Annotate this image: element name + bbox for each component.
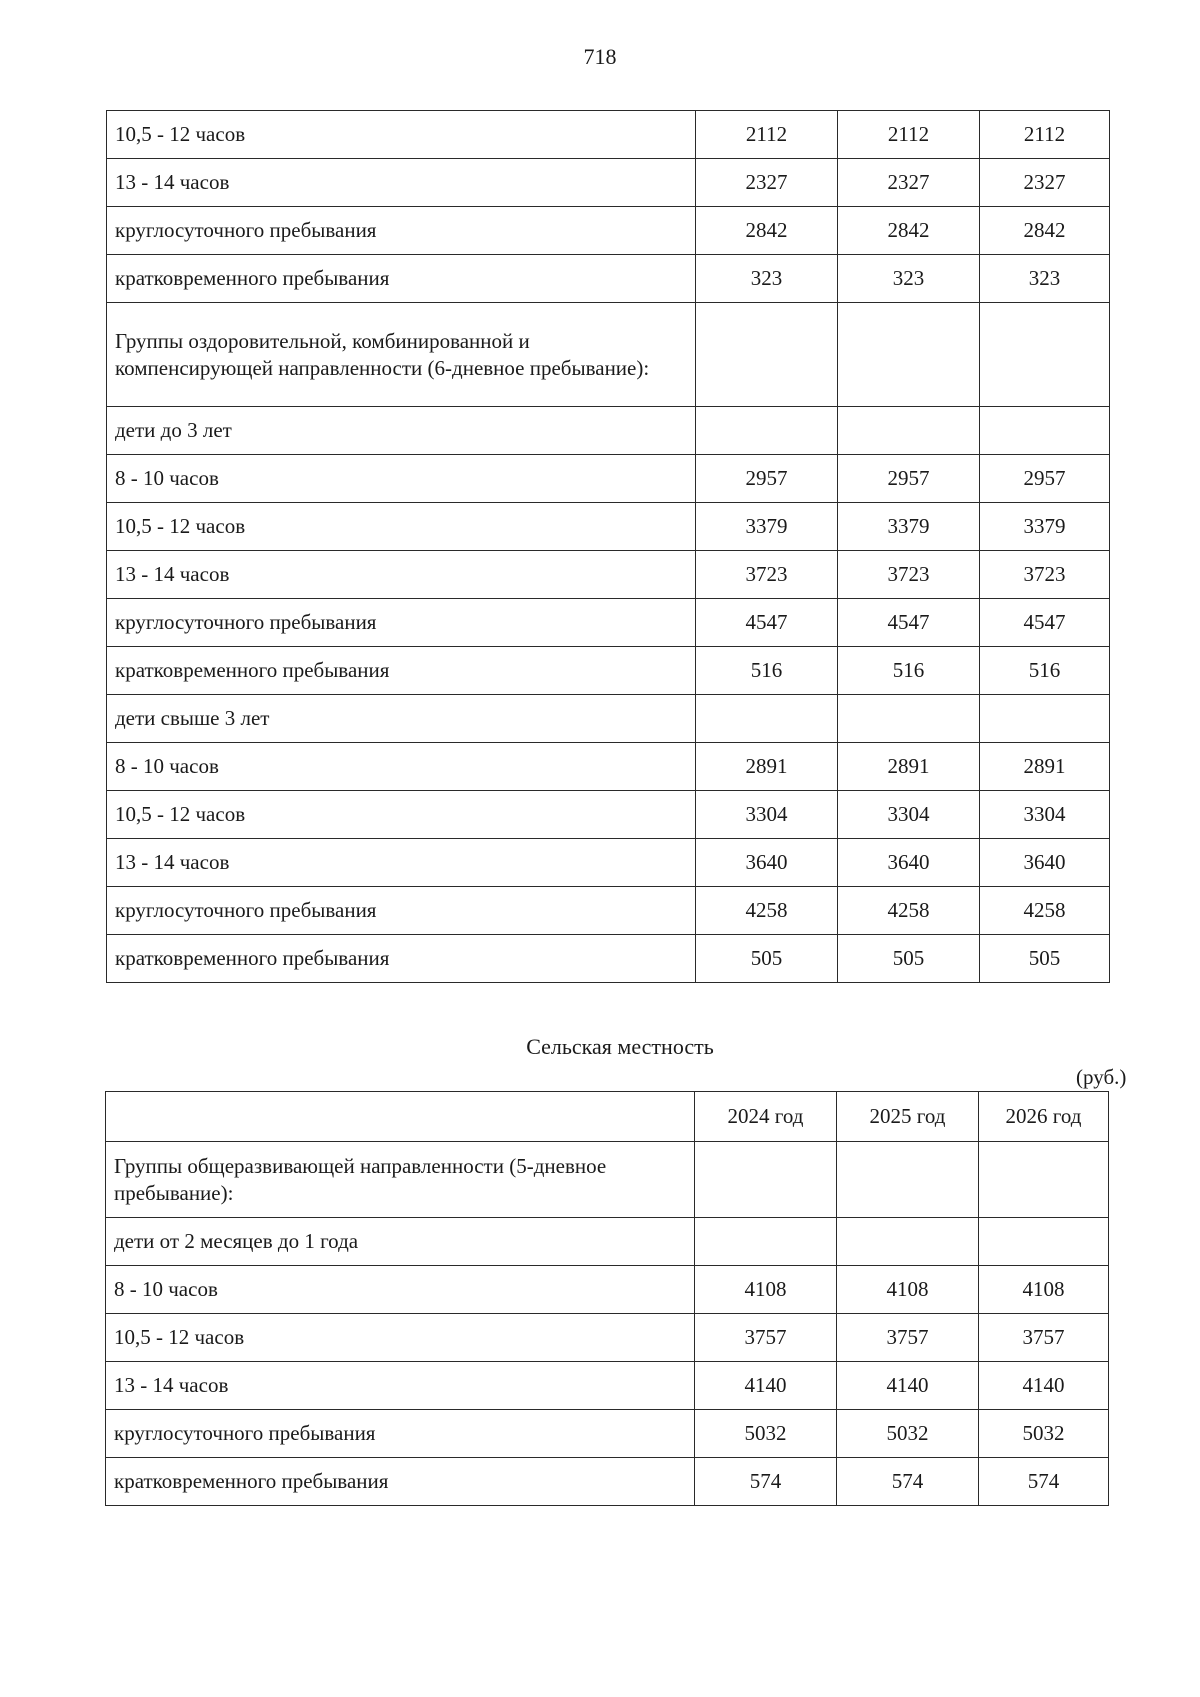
row-label: круглосуточного пребывания — [107, 207, 696, 255]
row-label: кратковременного пребывания — [107, 935, 696, 983]
table-row — [107, 503, 1110, 551]
value-2026 — [980, 695, 1110, 743]
table-row — [107, 599, 1110, 647]
table-row-subgroup — [107, 695, 1110, 743]
value-2024: 4108 — [695, 1266, 837, 1314]
subgroup-label: дети свыше 3 лет — [107, 695, 696, 743]
value-2024: 4140 — [695, 1362, 837, 1410]
header-cell-empty — [106, 1092, 695, 1142]
section-title-rural: Сельская местность — [526, 1034, 714, 1059]
value-2024: 3379 — [696, 503, 838, 551]
value-2024: 3304 — [696, 791, 838, 839]
table-row — [107, 551, 1110, 599]
value-2024: 4547 — [696, 599, 838, 647]
table-row — [107, 159, 1110, 207]
table-row — [106, 1410, 1109, 1458]
value-2025: 2842 — [838, 207, 980, 255]
value-2025 — [837, 1218, 979, 1266]
value-2024: 2891 — [696, 743, 838, 791]
header-2024: 2024 год — [695, 1092, 837, 1142]
value-2025: 5032 — [837, 1410, 979, 1458]
value-2025: 3757 — [837, 1314, 979, 1362]
value-2026: 5032 — [979, 1410, 1109, 1458]
value-2026 — [980, 407, 1110, 455]
value-2025: 3640 — [838, 839, 980, 887]
value-2026 — [980, 303, 1110, 407]
group-heading-label: Группы оздоровительной, комбинированной и компенсирующей направленности (6-дневное пребывание): — [107, 303, 696, 407]
subgroup-label: дети до 3 лет — [107, 407, 696, 455]
table-row — [107, 207, 1110, 255]
row-label: 8 - 10 часов — [107, 455, 696, 503]
table-row-subgroup — [106, 1218, 1109, 1266]
table-row — [107, 455, 1110, 503]
value-2026: 2327 — [980, 159, 1110, 207]
value-2024: 323 — [696, 255, 838, 303]
value-2025: 2327 — [838, 159, 980, 207]
row-label: круглосуточного пребывания — [107, 599, 696, 647]
table-row — [107, 839, 1110, 887]
row-label: 8 - 10 часов — [106, 1266, 695, 1314]
value-2025: 323 — [838, 255, 980, 303]
value-2026: 574 — [979, 1458, 1109, 1506]
table-row-group-heading — [107, 303, 1110, 407]
value-2025 — [838, 695, 980, 743]
value-2026: 2112 — [980, 111, 1110, 159]
value-2025 — [838, 303, 980, 407]
group-heading-label: Группы общеразвивающей направленности (5-дневное пребывание): — [106, 1142, 695, 1218]
header-2026: 2026 год — [979, 1092, 1109, 1142]
value-2026: 3640 — [980, 839, 1110, 887]
value-2024: 3640 — [696, 839, 838, 887]
value-2024: 574 — [695, 1458, 837, 1506]
table-row-group-heading — [106, 1142, 1109, 1218]
row-label: кратковременного пребывания — [107, 647, 696, 695]
value-2026: 3304 — [980, 791, 1110, 839]
value-2026: 3379 — [980, 503, 1110, 551]
value-2025 — [837, 1142, 979, 1218]
row-label: 10,5 - 12 часов — [107, 111, 696, 159]
table-row — [107, 647, 1110, 695]
value-2024: 516 — [696, 647, 838, 695]
value-2025: 4140 — [837, 1362, 979, 1410]
table-row — [106, 1362, 1109, 1410]
value-2024: 3723 — [696, 551, 838, 599]
value-2025: 2957 — [838, 455, 980, 503]
value-2025: 574 — [837, 1458, 979, 1506]
page-number: 718 — [583, 44, 617, 69]
value-2025 — [838, 407, 980, 455]
value-2026: 2842 — [980, 207, 1110, 255]
value-2026: 323 — [980, 255, 1110, 303]
row-label: кратковременного пребывания — [107, 255, 696, 303]
rural-rates-table — [105, 1091, 1109, 1506]
table-row — [107, 255, 1110, 303]
value-2025: 4547 — [838, 599, 980, 647]
value-2026: 3757 — [979, 1314, 1109, 1362]
value-2025: 505 — [838, 935, 980, 983]
value-2026 — [979, 1218, 1109, 1266]
table-row — [107, 791, 1110, 839]
row-label: 13 - 14 часов — [107, 551, 696, 599]
row-label: 10,5 - 12 часов — [107, 503, 696, 551]
value-2024: 2957 — [696, 455, 838, 503]
value-2025: 3379 — [838, 503, 980, 551]
header-2025: 2025 год — [837, 1092, 979, 1142]
value-2024: 4258 — [696, 887, 838, 935]
value-2025: 2112 — [838, 111, 980, 159]
value-2024: 3757 — [695, 1314, 837, 1362]
row-label: круглосуточного пребывания — [107, 887, 696, 935]
value-2026: 3723 — [980, 551, 1110, 599]
units-label: (руб.) — [1076, 1065, 1127, 1089]
value-2026: 4140 — [979, 1362, 1109, 1410]
table-row — [107, 887, 1110, 935]
value-2024: 2842 — [696, 207, 838, 255]
value-2024 — [696, 407, 838, 455]
value-2026: 2957 — [980, 455, 1110, 503]
value-2024: 2112 — [696, 111, 838, 159]
urban-rates-table — [106, 110, 1110, 983]
value-2026: 516 — [980, 647, 1110, 695]
value-2024 — [696, 695, 838, 743]
row-label: 8 - 10 часов — [107, 743, 696, 791]
value-2024: 5032 — [695, 1410, 837, 1458]
value-2026: 2891 — [980, 743, 1110, 791]
table-row — [106, 1314, 1109, 1362]
table-row — [106, 1458, 1109, 1506]
table-row — [107, 743, 1110, 791]
table-row-subgroup — [107, 407, 1110, 455]
table-row — [107, 935, 1110, 983]
value-2026: 4547 — [980, 599, 1110, 647]
table-row — [107, 111, 1110, 159]
row-label: 10,5 - 12 часов — [107, 791, 696, 839]
value-2026: 4258 — [980, 887, 1110, 935]
value-2025: 3304 — [838, 791, 980, 839]
row-label: 10,5 - 12 часов — [106, 1314, 695, 1362]
value-2024 — [695, 1218, 837, 1266]
value-2025: 3723 — [838, 551, 980, 599]
subgroup-label: дети от 2 месяцев до 1 года — [106, 1218, 695, 1266]
row-label: 13 - 14 часов — [106, 1362, 695, 1410]
value-2026 — [979, 1142, 1109, 1218]
value-2026: 4108 — [979, 1266, 1109, 1314]
value-2024 — [695, 1142, 837, 1218]
value-2024: 2327 — [696, 159, 838, 207]
value-2025: 2891 — [838, 743, 980, 791]
row-label: 13 - 14 часов — [107, 839, 696, 887]
row-label: кратковременного пребывания — [106, 1458, 695, 1506]
value-2026: 505 — [980, 935, 1110, 983]
row-label: 13 - 14 часов — [107, 159, 696, 207]
value-2025: 4258 — [838, 887, 980, 935]
value-2024 — [696, 303, 838, 407]
value-2025: 4108 — [837, 1266, 979, 1314]
value-2024: 505 — [696, 935, 838, 983]
row-label: круглосуточного пребывания — [106, 1410, 695, 1458]
value-2025: 516 — [838, 647, 980, 695]
table-row — [106, 1266, 1109, 1314]
table-header-row — [106, 1092, 1109, 1142]
